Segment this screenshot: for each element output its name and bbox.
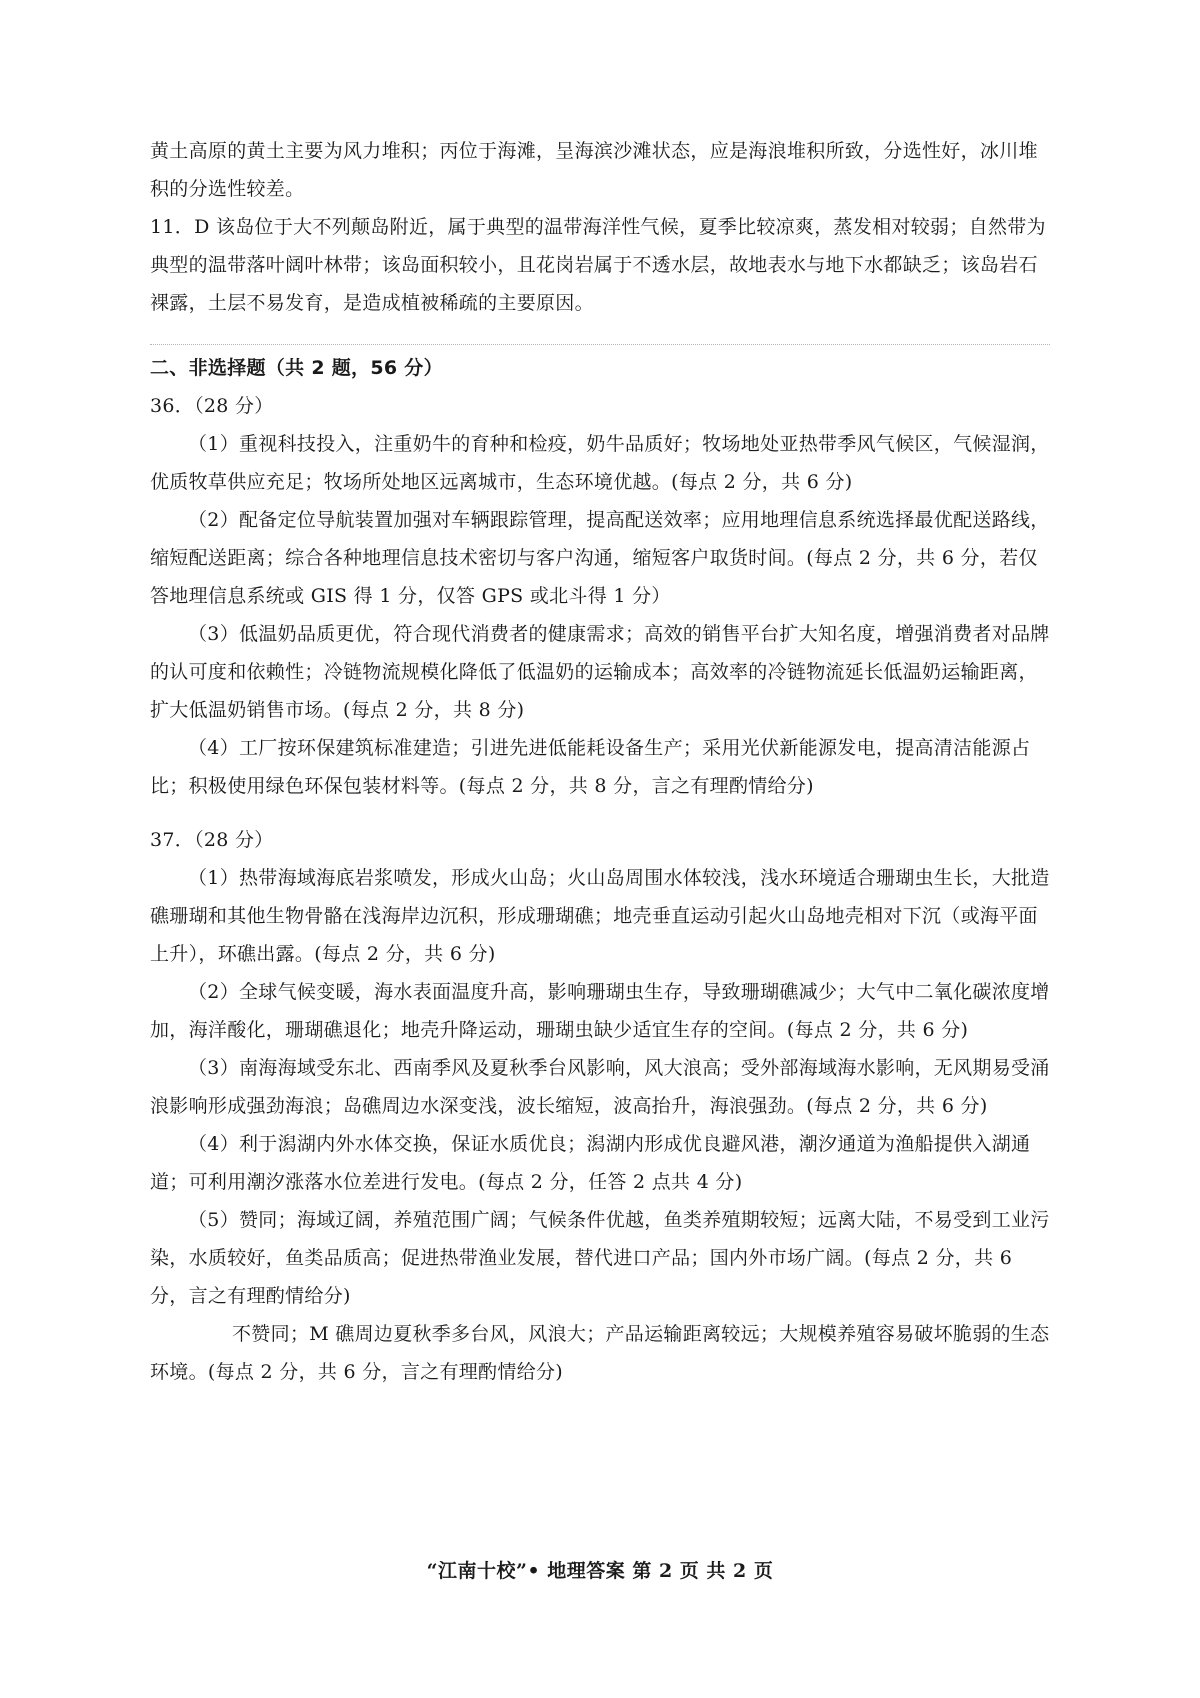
- section-divider: [150, 344, 1050, 345]
- q11-answer: 11．D 该岛位于大不列颠岛附近，属于典型的温带海洋性气候，夏季比较凉爽，蒸发相对较弱；自然带为典型的温带落叶阔叶林带；该岛面积较小，且花岗岩属于不透水层，故地表水与地下水都缺乏；该岛岩石裸露，土层不易发育，是造成植被稀疏的主要原因。: [150, 216, 1046, 314]
- q36-header: 36．（28 分）: [150, 395, 274, 417]
- q37-answer-5: （5）赞同；海域辽阔，养殖范围广阔；气候条件优越，鱼类养殖期较短；远离大陆，不易受到工业污染，水质较好，鱼类品质高；促进热带渔业发展，替代进口产品；国内外市场广阔。(每点 2 分，共 6 分，言之有理酌情给分): [150, 1209, 1050, 1307]
- section-title: 二、非选择题（共 2 题，56 分）: [150, 357, 443, 379]
- spacer: [150, 805, 1050, 821]
- q37-answer-5-alt: 不赞同；M 礁周边夏秋季多台风，风浪大；产品运输距离较远；大规模养殖容易破坏脆弱的生态环境。(每点 2 分，共 6 分，言之有理酌情给分): [150, 1323, 1050, 1383]
- q37-answer-1: （1）热带海域海底岩浆喷发，形成火山岛；火山岛周围水体较浅，浅水环境适合珊瑚虫生长，大批造礁珊瑚和其他生物骨骼在浅海岸边沉积，形成珊瑚礁；地壳垂直运动引起火山岛地壳相对下沉（或海平面上升），环礁出露。(每点 2 分，共 6 分): [150, 867, 1050, 965]
- q37-header: 37．（28 分）: [150, 829, 274, 851]
- q36-answer-1: （1）重视科技投入，注重奶牛的育种和检疫，奶牛品质好；牧场地处亚热带季风气候区，气候湿润，优质牧草供应充足；牧场所处地区远离城市，生态环境优越。(每点 2 分，共 6 分): [150, 433, 1050, 493]
- q37-answer-2: （2）全球气候变暖，海水表面温度升高，影响珊瑚虫生存，导致珊瑚礁减少；大气中二氧化碳浓度增加，海洋酸化，珊瑚礁退化；地壳升降运动，珊瑚虫缺少适宜生存的空间。(每点 2 分，共 6 分): [150, 981, 1050, 1041]
- page-content: [150, 132, 1050, 1391]
- q36-answer-2: （2）配备定位导航装置加强对车辆跟踪管理，提高配送效率；应用地理信息系统选择最优配送路线，缩短配送距离；综合各种地理信息技术密切与客户沟通，缩短客户取货时间。(每点 2 分，共 6 分，若仅答地理信息系统或 GIS 得 1 分，仅答 GPS 或北斗得 1 分）: [150, 509, 1050, 607]
- q36-answer-3: （3）低温奶品质更优，符合现代消费者的健康需求；高效的销售平台扩大知名度，增强消费者对品牌的认可度和依赖性；冷链物流规模化降低了低温奶的运输成本；高效率的冷链物流延长低温奶运输距离，扩大低温奶销售市场。(每点 2 分，共 8 分): [150, 623, 1050, 721]
- q36-answer-4: （4）工厂按环保建筑标准建造；引进先进低能耗设备生产；采用光伏新能源发电，提高清洁能源占比；积极使用绿色环保包装材料等。(每点 2 分，共 8 分，言之有理酌情给分): [150, 737, 1031, 797]
- q37-answer-3: （3）南海海域受东北、西南季风及夏秋季台风影响，风大浪高；受外部海域海水影响，无风期易受涌浪影响形成强劲海浪；岛礁周边水深变浅，波长缩短，波高抬升，海浪强劲。(每点 2 分，共 6 分): [150, 1057, 1050, 1117]
- q37-answer-4: （4）利于潟湖内外水体交换，保证水质优良；潟湖内形成优良避风港，潮汐通道为渔船提供入湖通道；可利用潮汐涨落水位差进行发电。(每点 2 分，任答 2 点共 4 分): [150, 1133, 1031, 1193]
- q10-continuation: 黄土高原的黄土主要为风力堆积；丙位于海滩，呈海滨沙滩状态，应是海浪堆积所致，分选性好，冰川堆积的分选性较差。: [150, 140, 1038, 200]
- page-footer: “江南十校”• 地理答案 第 2 页 共 2 页: [426, 1560, 774, 1582]
